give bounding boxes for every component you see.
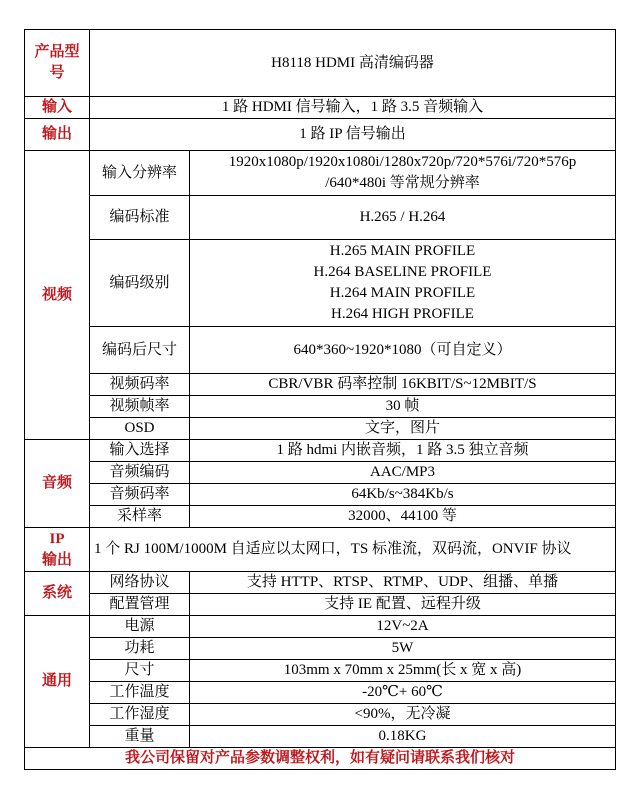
audio-row xyxy=(25,462,616,484)
output-label: 输出 xyxy=(25,119,90,151)
row-footer xyxy=(25,748,616,770)
value-line: CBR/VBR 码率控制 16KBIT/S~12MBIT/S xyxy=(268,376,537,392)
value-line: H.265 / H.264 xyxy=(359,209,446,225)
audio-row-value: 32000、44100 等 xyxy=(190,506,616,528)
general-row-label: 工作温度 xyxy=(90,682,190,704)
input-value: 1 路 HDMI 信号输入，1 路 3.5 音频输入 xyxy=(90,97,616,119)
model-label: 产品型号 xyxy=(25,30,90,97)
value-line: 30 帧 xyxy=(385,398,420,414)
footer-note: 我公司保留对产品参数调整权利，如有疑问请联系我们核对 xyxy=(25,748,616,770)
input-label: 输入 xyxy=(25,97,90,119)
general-row-value: 12V~2A xyxy=(190,616,616,638)
video-row-label: 编码后尺寸 xyxy=(90,327,190,374)
system-row-label: 网络协议 xyxy=(90,572,190,594)
general-row-label: 电源 xyxy=(90,616,190,638)
general-row xyxy=(25,682,616,704)
general-row xyxy=(25,660,616,682)
ip-output-label-line: IP xyxy=(49,530,65,547)
audio-row-label: 采样率 xyxy=(90,506,190,528)
system-row-value: 支持 HTTP、RTSP、RTMP、UDP、组播、单播 xyxy=(190,572,616,594)
general-row-value: <90%，无冷凝 xyxy=(190,704,616,726)
video-row-label: 视频码率 xyxy=(90,374,190,396)
output-value: 1 路 IP 信号输出 xyxy=(90,119,616,151)
spec-table xyxy=(24,29,616,770)
video-row-value xyxy=(190,151,616,196)
general-label: 通用 xyxy=(25,616,90,748)
general-row-label: 尺寸 xyxy=(90,660,190,682)
audio-row-label: 音频编码 xyxy=(90,462,190,484)
video-row-label: 输入分辨率 xyxy=(90,151,190,196)
value-line: 640*360~1920*1080（可自定义） xyxy=(293,341,512,358)
row-output xyxy=(25,119,616,151)
video-row-label: 编码标准 xyxy=(90,196,190,240)
ip-output-value: 1 个 RJ 100M/1000M 自适应以太网口，TS 标准流，双码流，ONVIF 协议 xyxy=(90,528,616,572)
general-row-label: 功耗 xyxy=(90,638,190,660)
audio-row xyxy=(25,506,616,528)
general-row-label: 重量 xyxy=(90,726,190,748)
audio-row-value: AAC/MP3 xyxy=(190,462,616,484)
video-row xyxy=(25,196,616,240)
ip-output-label-line: 输出 xyxy=(41,551,72,568)
general-row xyxy=(25,638,616,660)
model-value: H8118 HDMI 高清编码器 xyxy=(90,30,616,97)
row-model xyxy=(25,30,616,97)
video-row-value xyxy=(190,418,616,440)
general-row-value: -20℃+ 60℃ xyxy=(190,682,616,704)
general-row-value: 5W xyxy=(190,638,616,660)
general-row xyxy=(25,726,616,748)
video-label: 视频 xyxy=(25,151,90,440)
video-row-label: OSD xyxy=(90,418,190,440)
video-row xyxy=(25,240,616,327)
video-row-value xyxy=(190,196,616,240)
video-row xyxy=(25,396,616,418)
general-row-label: 工作湿度 xyxy=(90,704,190,726)
video-row xyxy=(25,327,616,374)
audio-row-value: 1 路 hdmi 内嵌音频，1 路 3.5 独立音频 xyxy=(190,440,616,462)
video-row xyxy=(25,374,616,396)
value-line: H.264 HIGH PROFILE xyxy=(331,306,474,322)
video-row-value xyxy=(190,240,616,327)
system-row-value: 支持 IE 配置、远程升级 xyxy=(190,594,616,616)
video-row xyxy=(25,418,616,440)
general-row xyxy=(25,616,616,638)
audio-label: 音频 xyxy=(25,440,90,528)
system-row xyxy=(25,572,616,594)
video-row-label: 编码级别 xyxy=(90,240,190,327)
system-row xyxy=(25,594,616,616)
value-line: H.264 BASELINE PROFILE xyxy=(313,264,492,280)
video-row-label: 视频帧率 xyxy=(90,396,190,418)
system-label: 系统 xyxy=(25,572,90,616)
audio-row-value: 64Kb/s~384Kb/s xyxy=(190,484,616,506)
system-row-label: 配置管理 xyxy=(90,594,190,616)
value-line: 1920x1080p/1920x1080i/1280x720p/720*576i/720*576p xyxy=(228,154,577,170)
video-row-value xyxy=(190,327,616,374)
audio-row xyxy=(25,440,616,462)
general-row-value: 103mm x 70mm x 25mm(长 x 宽 x 高) xyxy=(190,660,616,682)
audio-row xyxy=(25,484,616,506)
value-line: H.264 MAIN PROFILE xyxy=(329,285,476,301)
row-input xyxy=(25,97,616,119)
general-row xyxy=(25,704,616,726)
value-line: H.265 MAIN PROFILE xyxy=(329,243,476,259)
video-row-value xyxy=(190,396,616,418)
general-row-value: 0.18KG xyxy=(190,726,616,748)
video-row-value xyxy=(190,374,616,396)
row-ip-output xyxy=(25,528,616,572)
audio-row-label: 音频码率 xyxy=(90,484,190,506)
audio-row-label: 输入选择 xyxy=(90,440,190,462)
ip-output-label xyxy=(25,528,90,572)
video-row xyxy=(25,151,616,196)
value-line: /640*480i 等常规分辨率 xyxy=(325,175,480,191)
value-line: 文字，图片 xyxy=(364,420,440,436)
